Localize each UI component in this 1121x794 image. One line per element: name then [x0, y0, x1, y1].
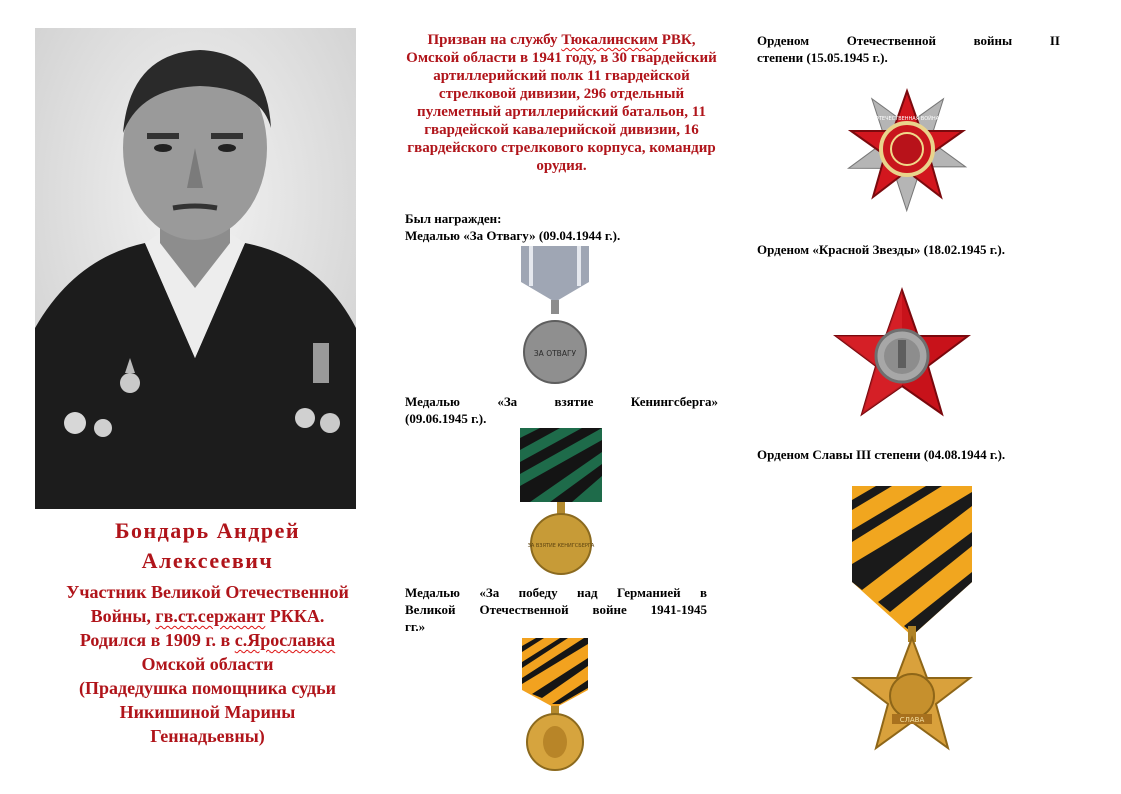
portrait-photo — [35, 28, 356, 509]
glory-ribbon-text: СЛАВА — [899, 716, 925, 724]
birthplace-text: с.Ярославка — [234, 630, 336, 650]
order-red-star-image — [833, 286, 971, 420]
caption-patriotic-war-order — [757, 32, 1060, 66]
caption-victory-medal — [405, 584, 707, 635]
bio-line4: Омской области — [141, 654, 274, 674]
medal-koenigsberg-image — [520, 428, 602, 578]
caption-glory-order: Орденом Славы III степени (04.08.1944 г.). — [757, 447, 1006, 462]
bio-line3 — [20, 628, 395, 652]
caption-red-star-order: Орденом «Красной Звезды» (18.02.1945 г.). — [757, 242, 1005, 257]
bravery-medal-text: ЗА ОТВАГУ — [533, 349, 577, 358]
service-place: Тюкалинским — [561, 32, 658, 48]
person-caption — [20, 516, 395, 748]
patriotic-ring-text: ОТЕЧЕСТВЕННАЯ ВОЙНА — [874, 116, 940, 122]
person-bio — [20, 580, 395, 748]
koenigsberg-line1: Медалью «За взятие Кенингсберга» — [405, 394, 718, 409]
victory-line1: Медалью «За победу над Германией в — [405, 585, 707, 600]
bio-line2-suffix: РККА. — [265, 606, 325, 626]
bio-line2 — [20, 604, 395, 628]
patriotic-line2: степени (15.05.1945 г.). — [757, 50, 888, 65]
bio-line7: Геннадьевны) — [150, 726, 265, 746]
service-intro: Призван на службу — [427, 32, 562, 48]
koenigsberg-line2: (09.06.1945 г.). — [405, 411, 487, 426]
awards-title: Был награжден: — [405, 211, 502, 226]
person-name-line2: Алексеевич — [141, 548, 274, 573]
victory-line3: гг.» — [405, 619, 426, 634]
order-patriotic-war-image — [843, 85, 971, 213]
bio-line1: Участник Великой Отечественной — [66, 582, 349, 602]
medal-bravery-image — [517, 246, 593, 394]
patriotic-line1: Орденом Отечественной войны II — [757, 33, 1060, 48]
medal-victory-image — [510, 638, 600, 772]
order-glory-image — [848, 486, 976, 756]
person-name-line1: Бондарь Андрей — [114, 518, 301, 543]
caption-bravery-medal: Медалью «За Отвагу» (09.04.1944 г.). — [405, 228, 621, 243]
person-name — [20, 516, 395, 576]
caption-koenigsberg-medal — [405, 393, 718, 427]
bio-line6: Никишиной Марины — [119, 702, 296, 722]
service-text — [404, 31, 719, 175]
koenigsberg-medal-text: ЗА ВЗЯТИЕ КЕНИГСБЕРГА — [527, 543, 595, 549]
bio-line3-prefix: Родился в 1909 г. в — [79, 630, 235, 650]
rank-text: гв.ст.сержант — [155, 606, 266, 626]
service-rest: РВК, Омской области в 1941 году, в 30 гвардейский артиллерийский полк 11 гвардейской стрелковой дивизии, 296 отдельный пулеметный артиллерийский батальон, 11 гвардейской кавалерийской дивизии, 16 гвардейского стрелкового корпуса, командир орудия. — [406, 32, 717, 174]
bio-line5: (Прадедушка помощника судьи — [79, 678, 336, 698]
victory-line2: Великой Отечественной войне 1941-1945 — [405, 602, 707, 617]
bio-line2-prefix: Войны, — [90, 606, 156, 626]
